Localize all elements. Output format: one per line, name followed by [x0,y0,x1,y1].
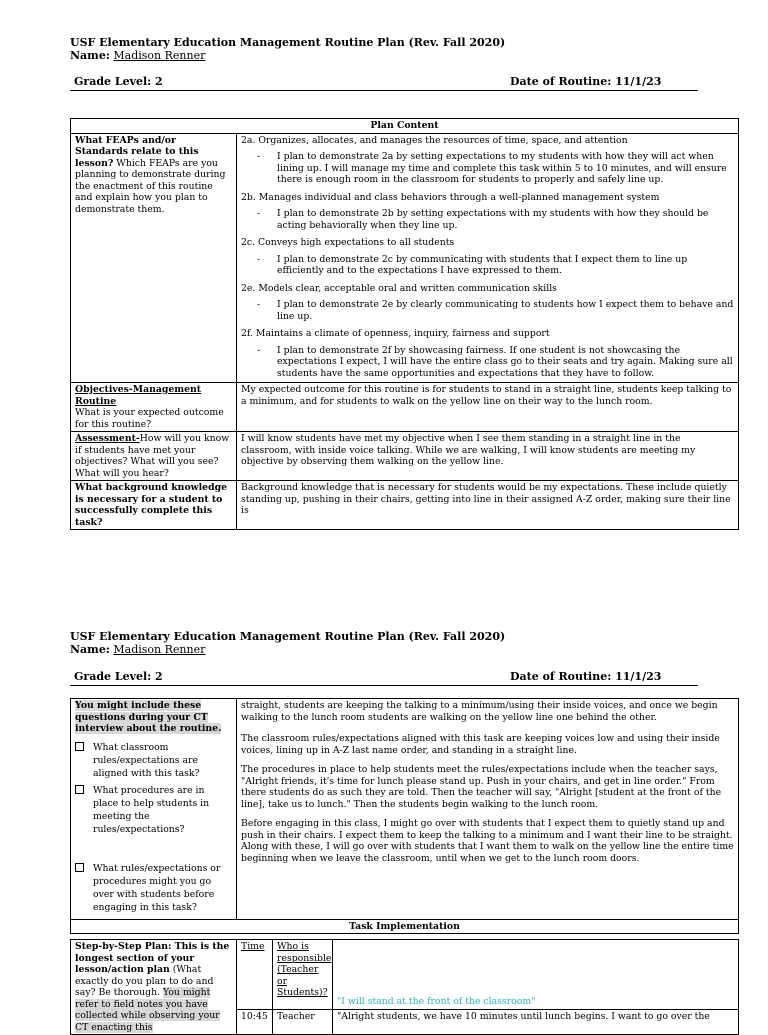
interview-questions: You might include these questions during your CT interview about the routine. What classroom rules/expectations are aligned with this task? What procedures are in place to help students in meeting the rules/expectations? What rules/expectations or procedures might you go over with students before engaging in this task? [71,699,237,920]
grade-level: Grade Level: 2 [74,75,163,88]
plan-content-table [70,118,739,530]
name-line-2: Name: Madison Renner [70,643,206,656]
background-answer: Background knowledge that is necessary for students would be my expectations. These include quietly standing up, pushing in their chairs, getting into line in their assigned A-Z order, making sure their line is [237,481,739,530]
step-table [70,939,739,1035]
assessment-question: Assessment-How will you know if students have met your objectives? What will you see? What will you hear? [71,432,237,481]
question-item: What rules/expectations or procedures might you go over with students before engaging in this task? [75,862,232,914]
assessment-answer: I will know students have met my objective when I see them standing in a straight line in the classroom, with inside voice talking. While we are walking, I will know students are meeting my objective by observing them walking on the yellow line. [237,432,739,481]
background-question: What background knowledge is necessary for a student to successfully complete this task? [71,481,237,530]
row-time: 10:45 [237,1009,273,1035]
interview-table [70,698,739,934]
grade-date-line-1 [70,75,698,91]
who-header: Who is responsible (Teacher or Students)? [273,940,333,1010]
checkbox-icon [75,785,84,794]
time-header: Time [237,940,273,1010]
objectives-answer: My expected outcome for this routine is for students to stand in a straight line, students keep talking to a minimum, and for students to walk on the yellow line on their way to the lunch room. [237,383,739,432]
action-header: "I will stand at the front of the classroom" [333,940,739,1010]
step-plan-description: Step-by-Step Plan: This is the longest section of your lesson/action plan (What exactly do you plan to do and say? Be thorough. You might refer to field notes you have collected while observing your CT enacting this [71,940,237,1035]
objectives-question: Objectives-Management Routine What is your expected outcome for this routine? [71,383,237,432]
question-item: What classroom rules/expectations are aligned with this task? [75,741,232,780]
task-implementation-heading: Task Implementation [71,919,739,934]
feaps-question: What FEAPs and/or Standards relate to this lesson? Which FEAPs are you planning to demonstrate during the enactment of this routine and explain how you plan to demonstrate them. [71,133,237,383]
row-action: "Alright students, we have 10 minutes until lunch begins. I want to go over the [333,1009,739,1035]
row-who: Teacher [273,1009,333,1035]
feaps-answer: 2a. Organizes, allocates, and manages the resources of time, space, and attention - I plan to demonstrate 2a by setting expectations to my students with how they will act when lining up. I will manage my time and complete this task within 5 to 10 minutes, and will ensure there is enough room in the classroom for students to properly and safely line up. 2b. Manages individual and class behaviors through a well-planned management system - I plan to demonstrate 2b by setting expectations with my students with how they should be acting behaviorally when they line up. 2c. Conveys high expectations to all students - I plan to demonstrate 2c by communicating with students that I expect them to line up efficiently and to the expectations I have expressed to them. 2e. Models clear, acceptable oral and written communication skills - I plan to demonstrate 2e by clearly communicating to students how I expect them to behave and line up. 2f. Maintains a climate of openness, inquiry, fairness and support - I plan to demonstrate 2f by showcasing fairness. If one student is not showcasing the expectations I expect, I will have the entire class go to their seats and try again. Making sure all students have the same opportunities and expectations that they have to follow. [237,133,739,383]
question-item: What procedures are in place to help students in meeting the rules/expectations? [75,784,232,836]
checkbox-icon [75,742,84,751]
routine-date: Date of Routine: 11/1/23 [510,75,662,88]
plan-content-heading: Plan Content [71,119,739,134]
interview-answers: straight, students are keeping the talking to a minimum/using their inside voices, and once we begin walking to the lunch room students are walking on the yellow line one behind the other. The classroom rules/expectations aligned with this task are keeping voices low and using their inside voices, lining up in A-Z last name order, and standing in a straight line. The procedures in place to help students meet the rules/expectations include when the teacher says, "Alright friends, it's time for lunch please stand up. Push in your chairs, and get in line order." From there students do as such they are told. Then the teacher will say, "Alright [student at the front of the line], take us to lunch." Then the students begin walking to the lunch room. Before engaging in this class, I might go over with students that I expect them to quietly stand up and push in their chairs. I expect them to keep the talking to a minimum and I want their line to be straight. Along with these, I will go over with students that I want them to walk on the yellow line the entire time beginning when we leave the classroom, until when we get to the lunch room doors. [237,699,739,920]
doc-title-2: USF Elementary Education Management Routine Plan (Rev. Fall 2020) [70,630,506,643]
doc-title-1: USF Elementary Education Management Routine Plan (Rev. Fall 2020) [70,36,506,49]
grade-date-line-2: Grade Level: 2 Date of Routine: 11/1/23 [70,670,698,686]
checkbox-icon [75,863,84,872]
name-line-1: Name: Madison Renner [70,49,206,62]
